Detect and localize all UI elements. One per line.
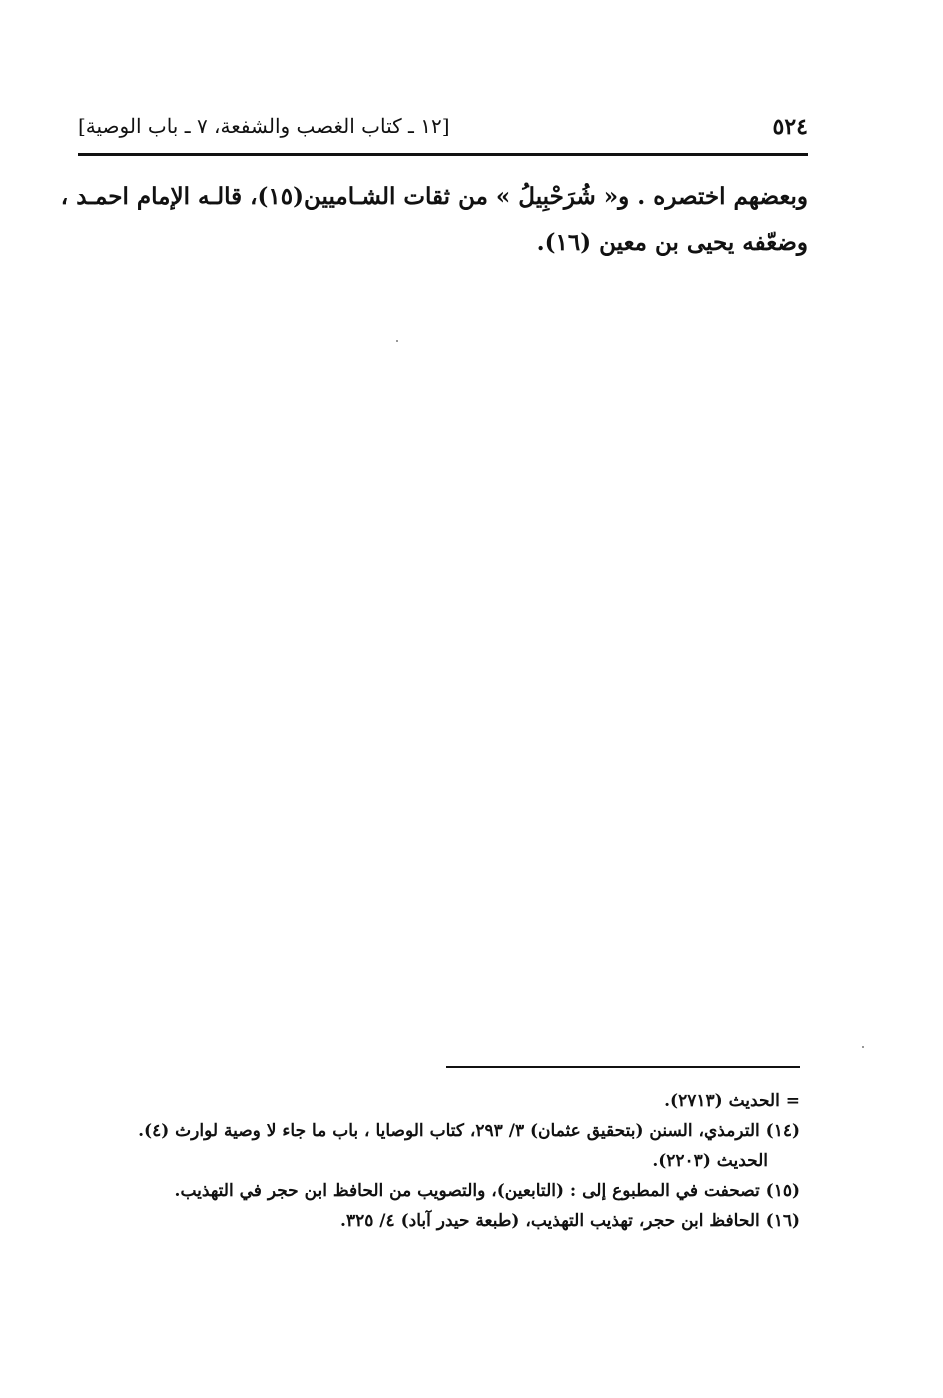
running-head: [١٢ ـ كتاب الغصب والشفعة، ٧ ـ باب الوصية] <box>78 114 450 138</box>
footnote-rule <box>446 1066 800 1068</box>
footnote-16: (١٦) الحافظ ابن حجر، تهذيب التهذيب، (طبعة حيدر آباد) ٤/ ٣٢٥. <box>340 1211 800 1231</box>
scan-speck <box>396 340 398 342</box>
footnote-14: (١٤) الترمذي، السنن (بتحقيق عثمان) ٣/ ٢٩٣، كتاب الوصايا ، باب ما جاء لا وصية لوارث (٤). <box>138 1121 800 1141</box>
body-line: وبعضهم اختصره . و« شُرَحْبِيلُ » من ثقات الشـاميين(١٥)، قالـه الإمام احمـد ، <box>60 183 808 210</box>
body-line: وضعّفه يحيى بن معين (١٦). <box>536 229 808 256</box>
footnote-continuation: = الحديث (٢٧١٣). <box>664 1091 800 1111</box>
header-rule <box>78 153 808 156</box>
scan-speck <box>862 1046 864 1048</box>
page-number: ٥٢٤ <box>772 114 808 140</box>
page-header <box>78 108 808 148</box>
footnote-14-continuation: الحديث (٢٢٠٣). <box>652 1151 768 1171</box>
footnote-15: (١٥) تصحفت في المطبوع إلى : (التابعين)، والتصويب من الحافظ ابن حجر في التهذيب. <box>174 1181 800 1201</box>
footnotes <box>78 1086 800 1236</box>
body-text <box>60 174 808 266</box>
